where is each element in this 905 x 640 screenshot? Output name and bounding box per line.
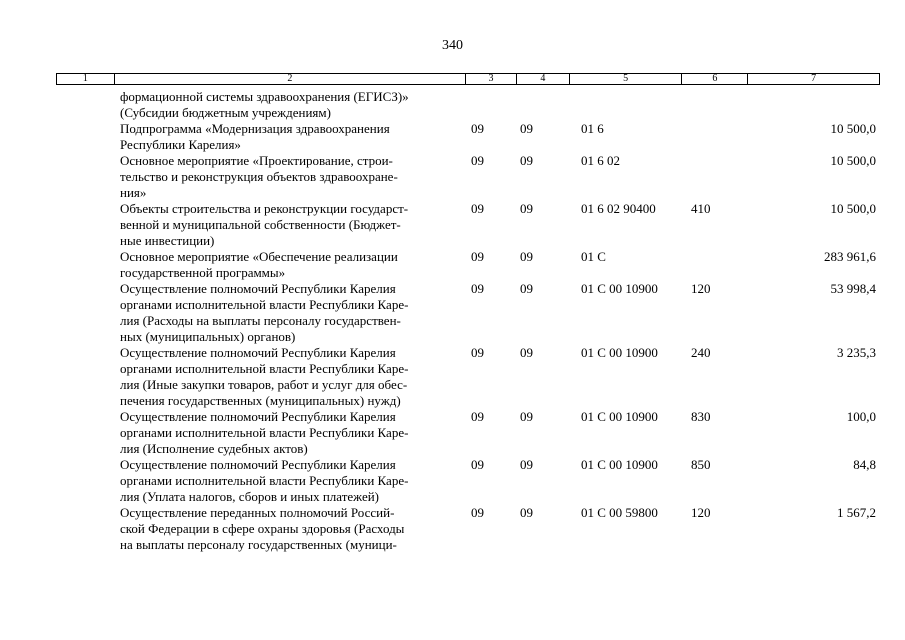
subsection-code: 09 [520,505,533,520]
column-header-6: 6 [682,74,748,84]
row-description [120,457,460,505]
column-header-4: 4 [517,74,570,84]
target-article-code: 01 С 00 10900 [581,281,658,296]
column-header-1: 1 [57,74,115,84]
table-row [56,457,880,505]
column-header-7: 7 [811,73,817,84]
amount: 10 500,0 [830,153,876,168]
description-line: ской Федерации в сфере охраны здоровья (Расходы [120,521,405,536]
description-line: Республики Карелия» [120,137,241,152]
subsection-code: 09 [520,249,533,264]
row-description [120,345,460,409]
description-line: Подпрограмма «Модернизация здравоохранения [120,121,390,136]
description-line: Осуществление полномочий Республики Карелия [120,281,396,296]
amount: 10 500,0 [830,121,876,136]
table-row [56,409,880,457]
description-line: Осуществление полномочий Республики Карелия [120,457,396,472]
amount: 53 998,4 [830,281,876,296]
description-line: ные инвестиции) [120,233,215,248]
section-code: 09 [471,409,484,424]
amount: 283 961,6 [824,249,876,264]
amount: 84,8 [853,457,876,472]
subsection-code: 09 [520,409,533,424]
description-line: Основное мероприятие «Проектирование, строи- [120,153,393,168]
amount: 1 567,2 [837,505,876,520]
target-article-code: 01 С 00 10900 [581,345,658,360]
description-line: ных (муниципальных) органов) [120,329,296,344]
page-number: 340 [442,38,463,53]
section-code: 09 [471,457,484,472]
description-line: печения государственных (муниципальных) нужд) [120,393,401,408]
subsection-code: 09 [520,121,533,136]
description-line: Осуществление переданных полномочий Россий- [120,505,395,520]
table-row [56,153,880,201]
description-line: ния» [120,185,147,200]
subsection-code: 09 [520,201,533,216]
target-article-code: 01 С 00 10900 [581,457,658,472]
target-article-code: 01 6 [581,121,604,136]
column-header-2: 2 [115,74,466,84]
amount: 3 235,3 [837,345,876,360]
row-description [120,249,460,281]
table-body [56,89,880,553]
expense-type-code: 410 [691,201,711,216]
subsection-code: 09 [520,153,533,168]
row-description [120,505,460,553]
table-row [56,505,880,553]
row-description [120,89,460,121]
section-code: 09 [471,153,484,168]
column-header-5: 5 [570,74,683,84]
target-article-code: 01 6 02 [581,153,620,168]
expense-type-code: 850 [691,457,711,472]
description-line: органами исполнительной власти Республики Каре- [120,425,409,440]
subsection-code: 09 [520,281,533,296]
row-description [120,121,460,153]
table-row [56,249,880,281]
description-line: лия (Иные закупки товаров, работ и услуг для обес- [120,377,408,392]
description-line: венной и муниципальной собственности (Бюджет- [120,217,401,232]
expense-type-code: 120 [691,281,711,296]
subsection-code: 09 [520,457,533,472]
description-line: лия (Уплата налогов, сборов и иных платежей) [120,489,380,504]
amount: 100,0 [846,409,876,424]
row-description [120,153,460,201]
table-row [56,201,880,249]
description-line: Осуществление полномочий Республики Карелия [120,409,396,424]
section-code: 09 [471,505,484,520]
amount: 10 500,0 [830,201,876,216]
section-code: 09 [471,201,484,216]
description-line: (Субсидии бюджетным учреждениям) [120,105,331,120]
target-article-code: 01 С 00 10900 [581,409,658,424]
section-code: 09 [471,281,484,296]
description-line: Осуществление полномочий Республики Карелия [120,345,396,360]
column-header-3: 3 [466,74,517,84]
description-line: органами исполнительной власти Республики Каре- [120,297,409,312]
target-article-code: 01 6 02 90400 [581,201,656,216]
description-line: лия (Расходы на выплаты персоналу государствен- [120,313,401,328]
table-row [56,281,880,345]
description-line: органами исполнительной власти Республики Каре- [120,473,409,488]
description-line: лия (Исполнение судебных актов) [120,441,308,456]
target-article-code: 01 С 00 59800 [581,505,658,520]
section-code: 09 [471,345,484,360]
table-row [56,121,880,153]
description-line: формационной системы здравоохранения (ЕГИСЗ)» [120,89,409,104]
expense-type-code: 120 [691,505,711,520]
section-code: 09 [471,249,484,264]
subsection-code: 09 [520,345,533,360]
description-line: на выплаты персоналу государственных (муници- [120,537,397,552]
table-row [56,345,880,409]
row-description [120,281,460,345]
target-article-code: 01 С [581,249,606,264]
description-line: органами исполнительной власти Республики Каре- [120,361,409,376]
expense-type-code: 830 [691,409,711,424]
description-line: тельство и реконструкция объектов здравоохране- [120,169,398,184]
section-code: 09 [471,121,484,136]
description-line: Объекты строительства и реконструкции государст- [120,201,409,216]
expense-type-code: 240 [691,345,711,360]
description-line: государственной программы» [120,265,286,280]
row-description [120,201,460,249]
row-description [120,409,460,457]
table-header [56,73,880,85]
table-row [56,89,880,121]
description-line: Основное мероприятие «Обеспечение реализации [120,249,398,264]
